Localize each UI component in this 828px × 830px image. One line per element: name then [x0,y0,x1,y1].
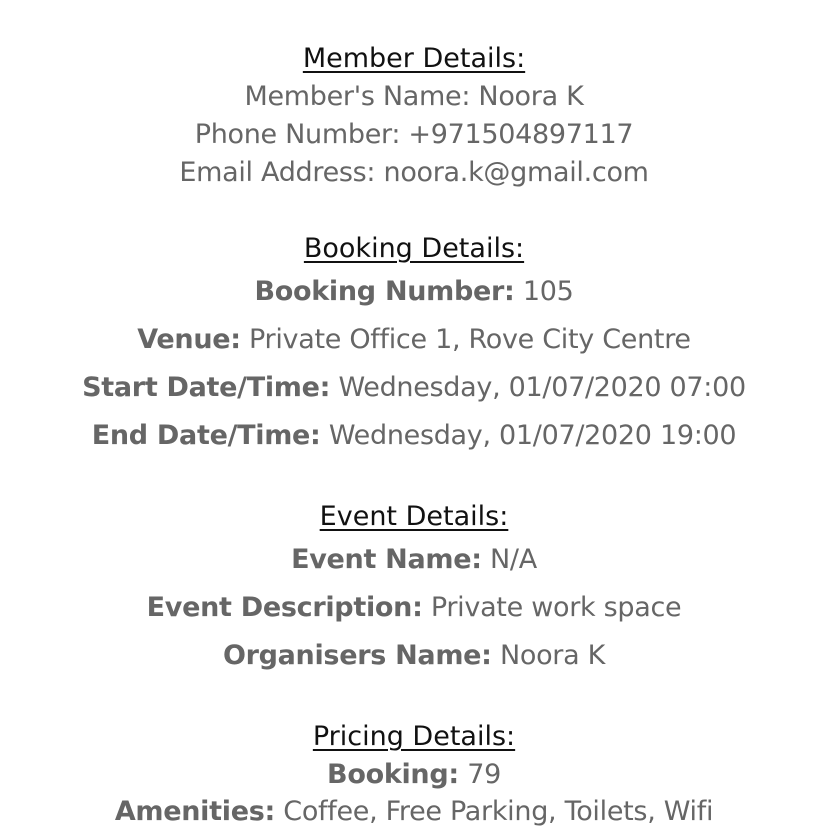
booking-number-value: 105 [522,276,574,307]
booking-details-section [0,230,828,460]
pricing-details-title: Pricing Details: [312,721,516,752]
end-datetime-value: Wednesday, 01/07/2020 19:00 [328,420,737,451]
phone-number-line: Phone Number: +971504897117 [194,119,634,150]
section-spacer [0,680,828,718]
booking-price-line [0,756,828,793]
event-details-title: Event Details: [319,501,509,532]
organisers-name-line [0,632,828,680]
end-datetime-line [0,412,828,460]
start-datetime-value: Wednesday, 01/07/2020 07:00 [338,372,746,403]
amenities-line [0,793,828,830]
pricing-details-section [0,718,828,830]
section-spacer [0,192,828,230]
member-details-title: Member Details: [302,43,526,74]
event-description-label: Event Description: [146,592,423,623]
member-details-section [0,40,828,192]
event-name-value: N/A [490,544,537,575]
organisers-name-label: Organisers Name: [222,640,492,671]
start-datetime-line [0,364,828,412]
booking-number-label: Booking Number: [254,276,515,307]
booking-number-line [0,268,828,316]
email-address-line: Email Address: noora.k@gmail.com [179,157,649,188]
booking-price-value: 79 [467,759,501,790]
booking-confirmation-document [0,40,828,830]
booking-details-title: Booking Details: [303,233,525,264]
venue-label: Venue: [137,324,241,355]
member-name-line: Member's Name: Noora K [244,81,584,112]
end-datetime-label: End Date/Time: [91,420,321,451]
amenities-value: Coffee, Free Parking, Toilets, Wifi [283,796,714,827]
event-details-section [0,498,828,680]
booking-price-label: Booking: [327,759,459,790]
event-description-line [0,584,828,632]
venue-value: Private Office 1, Rove City Centre [249,324,691,355]
start-datetime-label: Start Date/Time: [82,372,331,403]
cropped-header-remnant [0,0,828,6]
venue-line [0,316,828,364]
event-name-line [0,536,828,584]
organisers-name-value: Noora K [499,640,606,671]
amenities-label: Amenities: [114,796,275,827]
section-spacer [0,460,828,498]
event-description-value: Private work space [430,592,682,623]
event-name-label: Event Name: [291,544,482,575]
